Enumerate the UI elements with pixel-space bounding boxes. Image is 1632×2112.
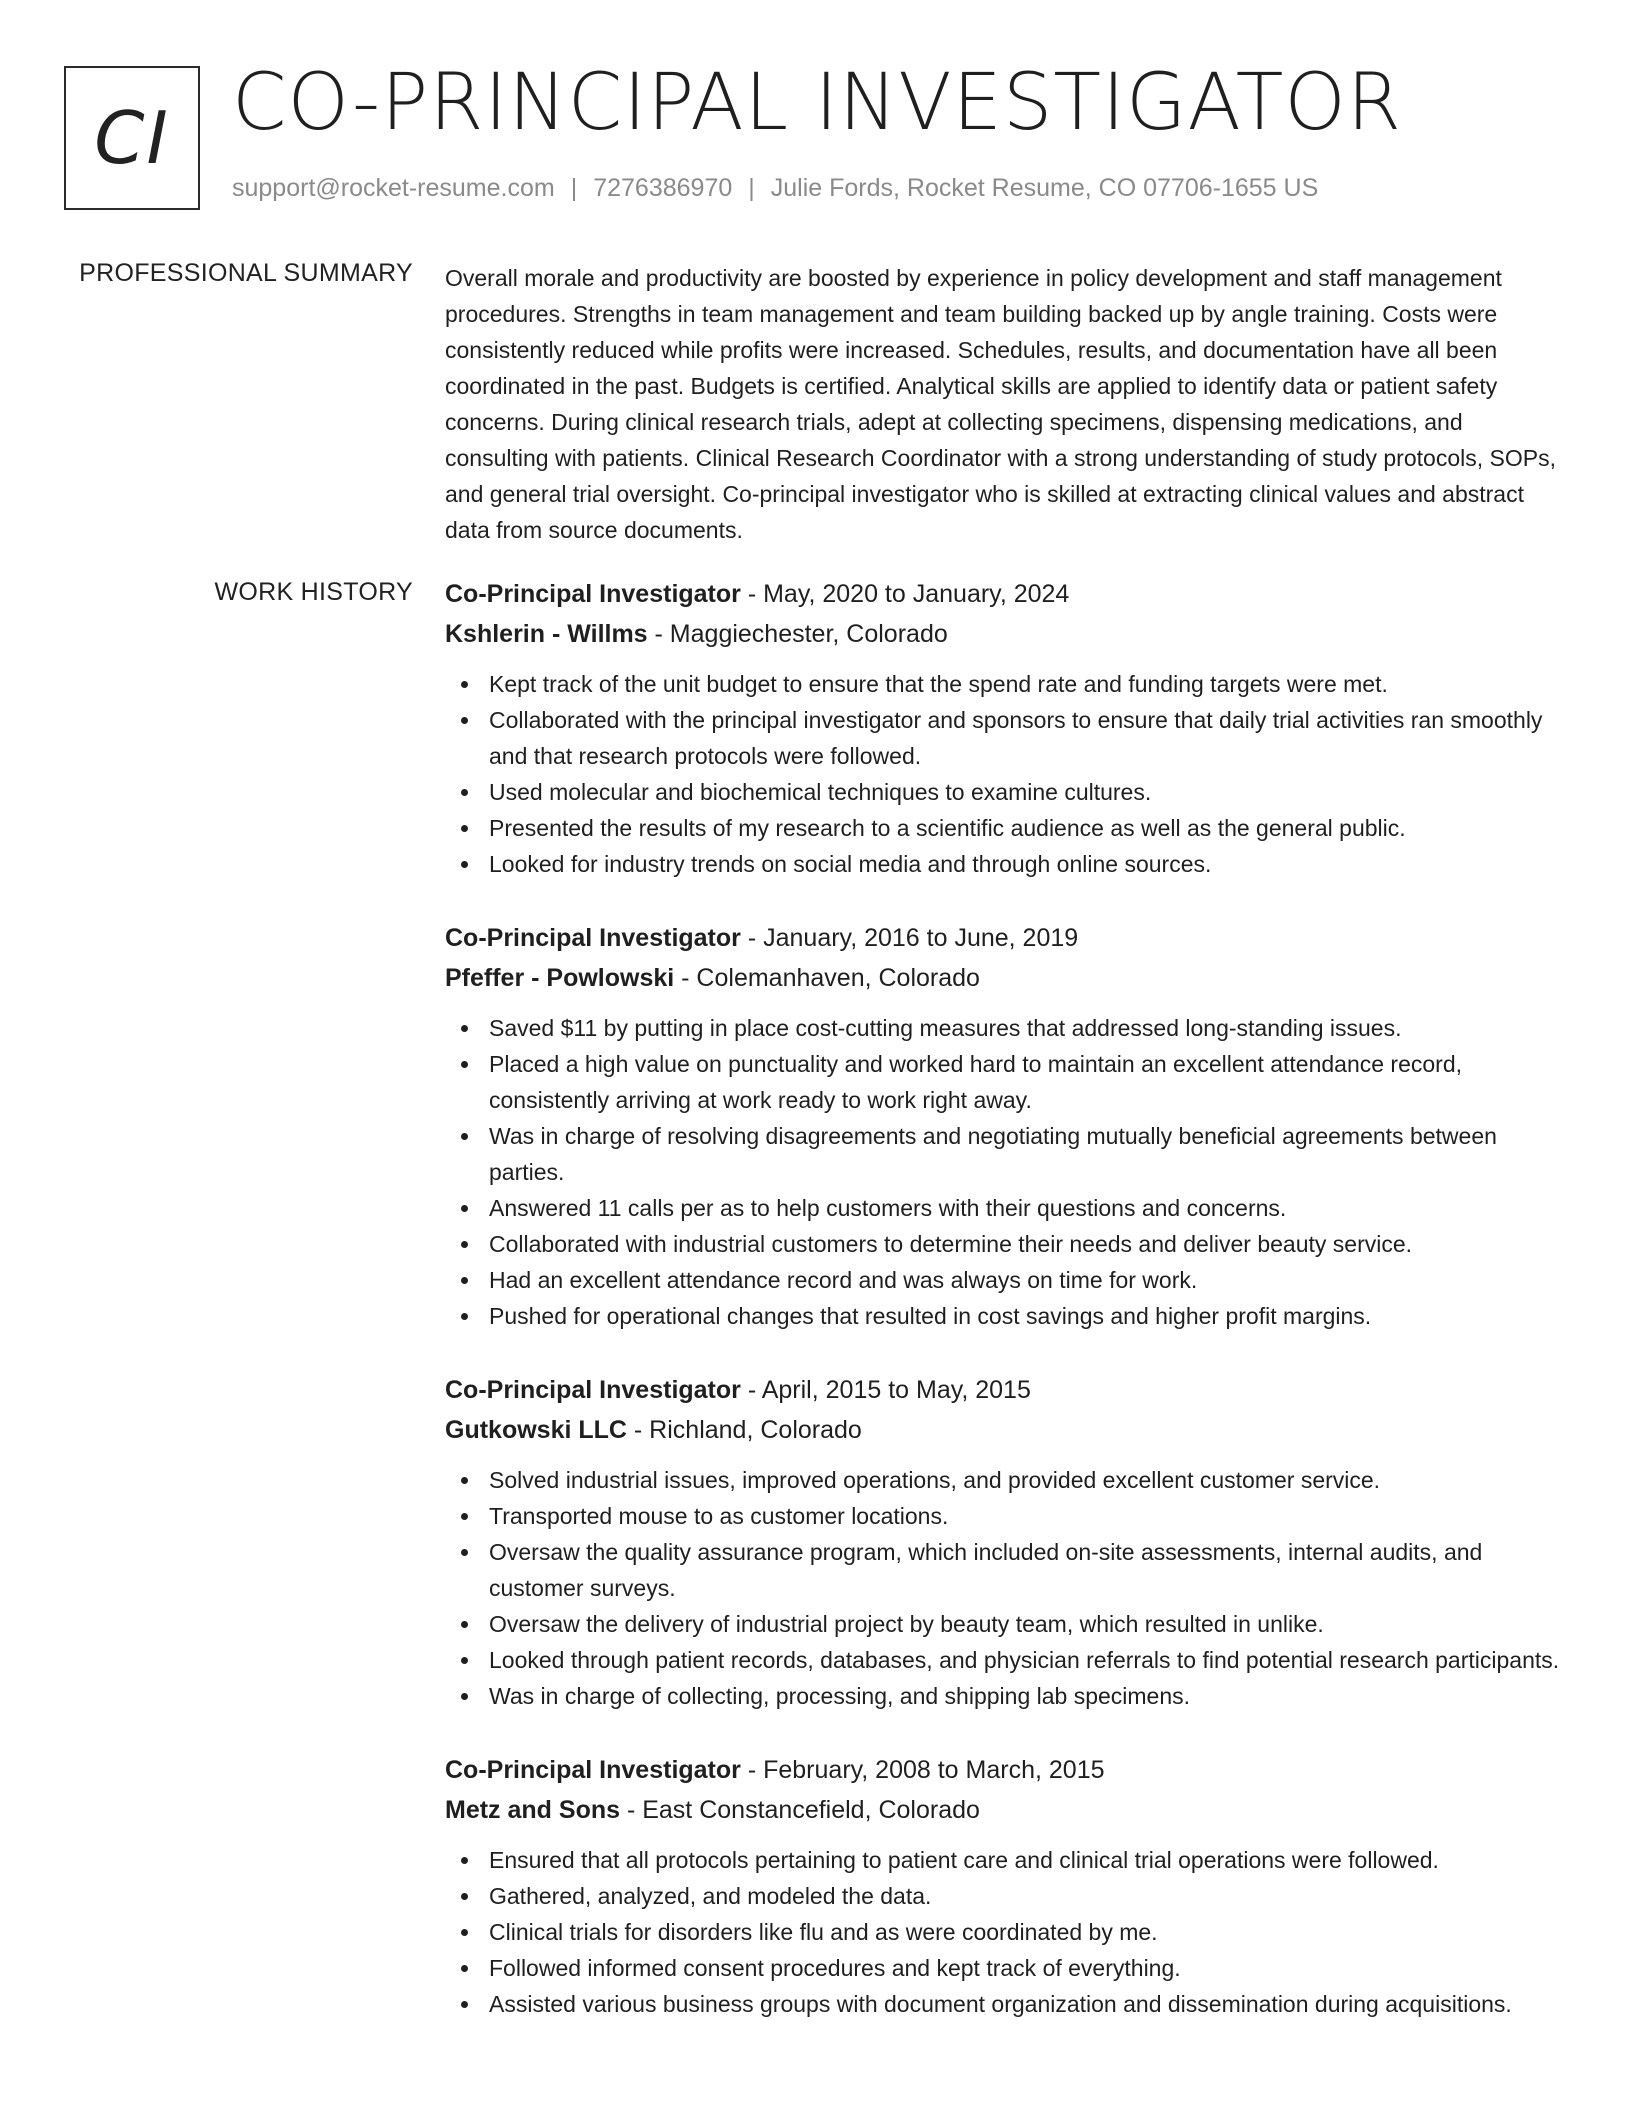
job-bullet-item: Was in charge of collecting, processing, and shipping lab specimens. xyxy=(445,1678,1565,1714)
job-bullet-item: Placed a high value on punctuality and worked hard to maintain an excellent attendance record, consistently arriving at work ready to work right away. xyxy=(445,1046,1565,1118)
job-entry xyxy=(445,574,1565,882)
job-bullets xyxy=(445,666,1565,882)
job-company-line xyxy=(445,614,1565,654)
job-bullet-item: Collaborated with the principal investigator and sponsors to ensure that daily trial activities ran smoothly and that research protocols were followed. xyxy=(445,702,1565,774)
job-bullet-item: Solved industrial issues, improved operations, and provided excellent customer service. xyxy=(445,1462,1565,1498)
job-bullet-item: Oversaw the delivery of industrial project by beauty team, which resulted in unlike. xyxy=(445,1606,1565,1642)
contact-email[interactable]: support@rocket-resume.com xyxy=(232,174,555,202)
job-bullet-item: Oversaw the quality assurance program, which included on-site assessments, internal audits, and customer surveys. xyxy=(445,1534,1565,1606)
job-bullet-item: Ensured that all protocols pertaining to patient care and clinical trial operations were followed. xyxy=(445,1842,1565,1878)
job-bullet-item: Gathered, analyzed, and modeled the data. xyxy=(445,1878,1565,1914)
job-dates: - January, 2016 to June, 2019 xyxy=(740,924,1079,952)
job-entry xyxy=(445,918,1565,1334)
job-company: Gutkowski LLC xyxy=(445,1416,627,1444)
job-title-line xyxy=(445,574,1565,614)
job-location: - East Constancefield, Colorado xyxy=(620,1796,980,1824)
job-bullet-item: Answered 11 calls per as to help customers with their questions and concerns. xyxy=(445,1190,1565,1226)
job-title: Co-Principal Investigator xyxy=(445,924,741,952)
job-bullet-item: Assisted various business groups with document organization and dissemination during acquisitions. xyxy=(445,1986,1565,2022)
job-location: - Maggiechester, Colorado xyxy=(647,620,948,648)
job-bullet-item: Presented the results of my research to a scientific audience as well as the general public. xyxy=(445,810,1565,846)
job-dates: - April, 2015 to May, 2015 xyxy=(740,1376,1031,1404)
job-bullet-item: Pushed for operational changes that resulted in cost savings and higher profit margins. xyxy=(445,1298,1565,1334)
summary-text: Overall morale and productivity are boosted by experience in policy development and staff management procedures. Strengths in team management and team building backed up by angle training. Costs were consistently reduced while profits were increased. Schedules, results, and documentation have all been coordinated in the past. Budgets is certified. Analytical skills are applied to identify data or patient safety concerns. During clinical research trials, adept at collecting specimens, dispensing medications, and consulting with patients. Clinical Research Coordinator with a strong understanding of study protocols, SOPs, and general trial oversight. Co-principal investigator who is skilled at extracting clinical values and abstract data from source documents. xyxy=(445,265,1556,543)
job-location: - Colemanhaven, Colorado xyxy=(674,964,980,992)
job-bullet-item: Saved $11 by putting in place cost-cutting measures that addressed long-standing issues. xyxy=(445,1010,1565,1046)
job-company: Kshlerin - Willms xyxy=(445,620,648,648)
job-company-line xyxy=(445,1410,1565,1450)
resume-header xyxy=(64,58,1564,210)
job-bullet-item: Collaborated with industrial customers to determine their needs and deliver beauty service. xyxy=(445,1226,1565,1262)
job-bullet-item: Clinical trials for disorders like flu and as were coordinated by me. xyxy=(445,1914,1565,1950)
job-title-line xyxy=(445,1370,1565,1410)
job-bullets xyxy=(445,1010,1565,1334)
job-bullet-item: Was in charge of resolving disagreements and negotiating mutually beneficial agreements between parties. xyxy=(445,1118,1565,1190)
resume-title: CO-PRINCIPAL INVESTIGATOR xyxy=(232,58,1403,148)
job-bullet-item: Kept track of the unit budget to ensure that the spend rate and funding targets were met. xyxy=(445,666,1565,702)
job-bullets xyxy=(445,1462,1565,1714)
job-bullet-item: Had an excellent attendance record and was always on time for work. xyxy=(445,1262,1565,1298)
monogram-logo: CI xyxy=(64,66,200,210)
contact-phone[interactable]: 7276386970 xyxy=(593,174,733,202)
job-bullet-item: Followed informed consent procedures and kept track of everything. xyxy=(445,1950,1565,1986)
work-history-heading: WORK HISTORY xyxy=(214,578,413,606)
job-bullet-item: Looked through patient records, databases, and physician referrals to find potential research participants. xyxy=(445,1642,1565,1678)
contact-separator: | xyxy=(748,174,755,202)
contact-address: Julie Fords, Rocket Resume, CO 07706-1655 US xyxy=(770,174,1319,202)
job-title: Co-Principal Investigator xyxy=(445,580,741,608)
jobs-list xyxy=(445,574,1565,2058)
job-company-line xyxy=(445,1790,1565,1830)
job-bullet-item: Transported mouse to as customer locations. xyxy=(445,1498,1565,1534)
job-title: Co-Principal Investigator xyxy=(445,1376,741,1404)
job-title-line xyxy=(445,1750,1565,1790)
job-bullet-item: Used molecular and biochemical techniques to examine cultures. xyxy=(445,774,1565,810)
job-dates: - May, 2020 to January, 2024 xyxy=(740,580,1070,608)
job-title-line xyxy=(445,918,1565,958)
contact-separator: | xyxy=(570,174,578,202)
job-dates: - February, 2008 to March, 2015 xyxy=(740,1756,1105,1784)
job-location: - Richland, Colorado xyxy=(626,1416,862,1444)
contact-line xyxy=(232,174,1318,203)
job-bullet-item: Looked for industry trends on social media and through online sources. xyxy=(445,846,1565,882)
job-company-line xyxy=(445,958,1565,998)
summary-heading: PROFESSIONAL SUMMARY xyxy=(79,259,413,287)
job-entry xyxy=(445,1750,1565,2022)
job-company: Pfeffer - Powlowski xyxy=(445,964,675,992)
job-entry xyxy=(445,1370,1565,1714)
job-title: Co-Principal Investigator xyxy=(445,1756,741,1784)
job-bullets xyxy=(445,1842,1565,2022)
job-company: Metz and Sons xyxy=(445,1796,621,1824)
